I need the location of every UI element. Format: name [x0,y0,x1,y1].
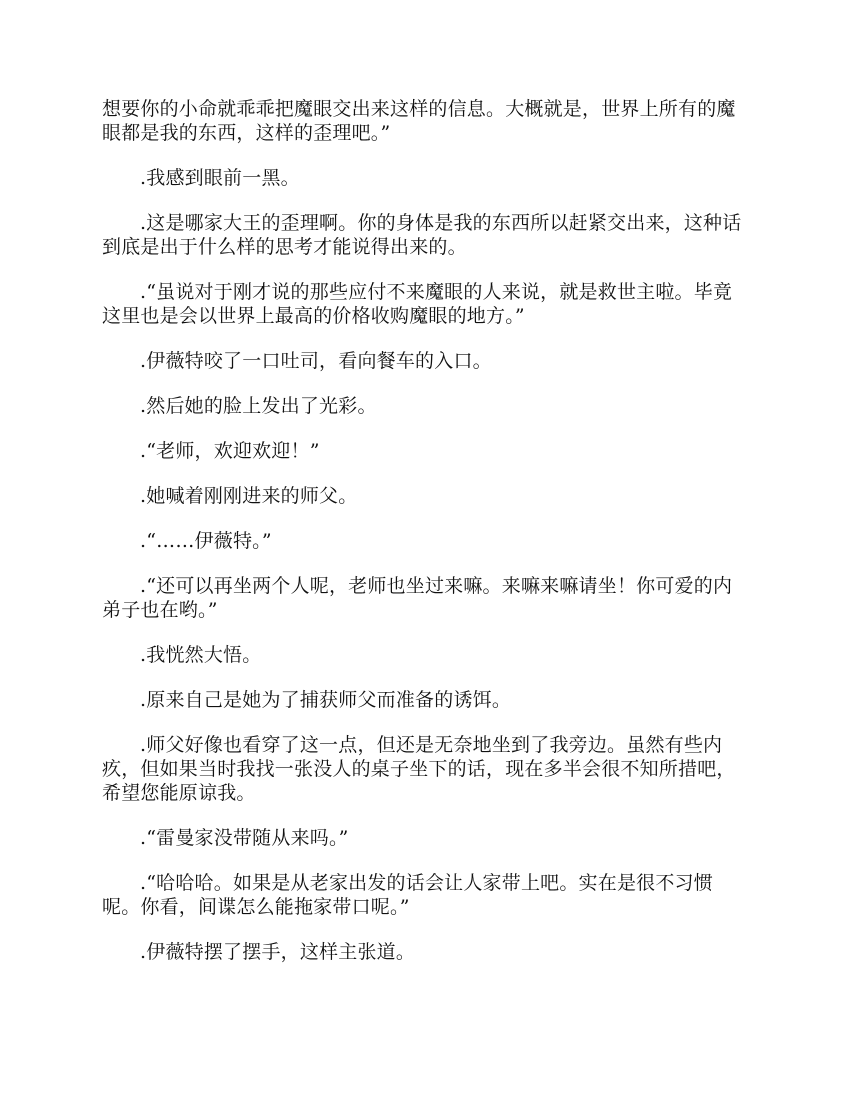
paragraph-7: .“老师，欢迎欢迎！” [140,440,320,462]
paragraph-2: .我感到眼前一黑。 [140,167,300,189]
paragraph-15: .“哈哈哈。如果是从老家出发的话会让人家带上吧。实在是很不习惯呢。你看，间谍怎么能拖家带口呢。” [102,872,713,918]
paragraph-5: .伊薇特咬了一口吐司，看向餐车的入口。 [140,350,492,372]
paragraph-6: .然后她的脸上发出了光彩。 [140,395,377,417]
paragraph-14: .“雷曼家没带随从来吗。” [140,827,349,849]
paragraph-16: .伊薇特摆了摆手，这样主张道。 [140,941,416,963]
paragraph-4: .“虽说对于刚才说的那些应付不来魔眼的人来说，就是救世主啦。毕竟这里也是会以世界上最高的价格收购魔眼的地方。” [102,281,733,327]
paragraph-8: .她喊着刚刚进来的师父。 [140,485,358,507]
paragraph-9: .“……伊薇特。” [140,530,272,552]
paragraph-1: 想要你的小命就乖乖把魔眼交出来这样的信息。大概就是，世界上所有的魔眼都是我的东西，这样的歪理吧。” [102,98,736,144]
paragraph-10: .“还可以再坐两个人呢，老师也坐过来嘛。来嘛来嘛请坐！你可爱的内弟子也在哟。” [102,575,733,621]
paragraph-3: .这是哪家大王的歪理啊。你的身体是我的东西所以赶紧交出来，这种话到底是出于什么样的思考才能说得出来的。 [102,212,742,258]
paragraph-12: .原来自己是她为了捕获师父而准备的诱饵。 [140,689,512,711]
paragraph-13: .师父好像也看穿了这一点，但还是无奈地坐到了我旁边。虽然有些内疚，但如果当时我找一张没人的桌子坐下的话，现在多半会很不知所措吧，希望您能原谅我。 [102,734,736,804]
paragraph-11: .我恍然大悟。 [140,644,262,666]
